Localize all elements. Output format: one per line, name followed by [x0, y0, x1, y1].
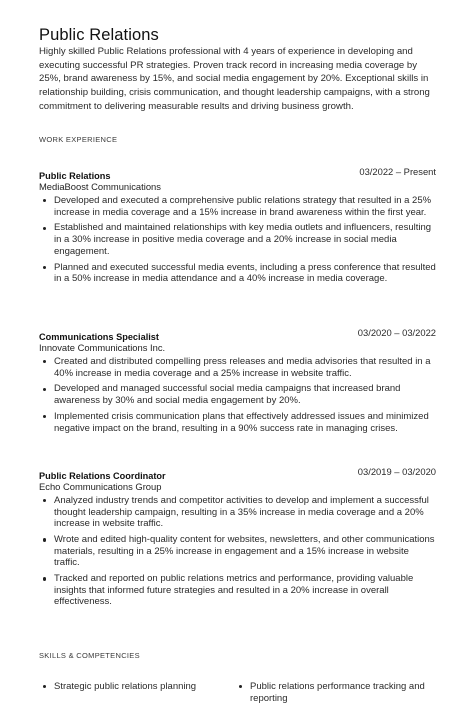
bullet-dot-icon — [43, 266, 46, 269]
job-bullet-text: Wrote and edited high-quality content for websites, newsletters, and other communications materials, resulting in a 25% increase in engagement and a 15% increase in website traffic. — [54, 534, 435, 569]
job-dates: 03/2022 – Present — [359, 166, 436, 177]
bullet-dot-icon — [239, 685, 242, 688]
skill-text: Public relations performance tracking and reporting — [250, 681, 425, 704]
job-entry — [39, 466, 436, 612]
job-bullet-text: Analyzed industry trends and competitor activities to develop and implement a successful thought leadership campaign, resulting in a 35% increase in media coverage and a 20% increase in website traffic. — [54, 495, 429, 530]
job-bullet — [39, 262, 436, 285]
job-bullet — [39, 573, 436, 608]
job-bullet — [39, 383, 436, 406]
bullet-dot-icon — [43, 227, 46, 230]
job-title: Public Relations Coordinator — [39, 471, 166, 481]
job-entry — [39, 166, 436, 289]
job-header — [39, 166, 436, 179]
bullet-dot-icon — [43, 388, 46, 391]
job-bullet-text: Implemented crisis communication plans that effectively addressed issues and minimized negative impact on the brand, resulting in a 90% success rate in managing crises. — [54, 410, 429, 434]
resume-name-heading: Public Relations — [39, 26, 159, 44]
bullet-dot-icon — [43, 577, 46, 580]
bullet-dot-icon — [43, 685, 46, 688]
section-title-work-experience: WORK EXPERIENCE — [39, 135, 118, 144]
job-bullet — [39, 495, 436, 530]
job-entry — [39, 327, 436, 438]
job-bullet — [39, 411, 436, 434]
job-bullet — [39, 534, 436, 569]
bullet-dot-icon — [43, 538, 46, 541]
job-bullet-text: Developed and executed a comprehensive public relations strategy that resulted in a 25% increase in media coverage and a 15% increase in brand awareness within the first year. — [54, 195, 432, 218]
job-bullet-text: Established and maintained relationships with key media outlets and influencers, resulting in a 30% increase in positive media coverage and a 20% increase in social media engagement. — [54, 222, 432, 257]
job-title: Public Relations — [39, 171, 111, 181]
section-title-skills: SKILLS & COMPETENCIES — [39, 651, 140, 660]
job-bullet-list — [39, 195, 436, 285]
job-header — [39, 327, 436, 340]
job-bullet-list — [39, 495, 436, 608]
job-dates: 03/2020 – 03/2022 — [357, 327, 436, 338]
job-dates: 03/2019 – 03/2020 — [357, 466, 436, 477]
job-title: Communications Specialist — [39, 332, 159, 342]
skill-item — [39, 681, 239, 693]
job-bullet-list — [39, 356, 436, 434]
bullet-dot-icon — [43, 499, 46, 502]
job-header — [39, 466, 436, 479]
company-name: Innovate Communications Inc. — [39, 342, 166, 353]
bullet-dot-icon — [43, 415, 46, 418]
bullet-dot-icon — [43, 199, 46, 202]
job-bullet-text: Created and distributed compelling press releases and media advisories that resulted in a 40% increase in media coverage and a 25% increase in website traffic. — [54, 356, 431, 379]
bullet-dot-icon — [43, 360, 46, 363]
job-bullet-text: Planned and executed successful media events, including a press conference that resulted in a 50% increase in media attendance and a 40% increase in media coverage. — [54, 261, 436, 285]
job-bullet-text: Developed and managed successful social media campaigns that increased brand awareness by 30% and social media engagement by 20%. — [54, 383, 401, 407]
job-bullet — [39, 356, 436, 379]
company-name: Echo Communications Group — [39, 481, 162, 492]
company-name: MediaBoost Communications — [39, 181, 161, 192]
job-bullet — [39, 195, 436, 218]
job-bullet — [39, 222, 436, 257]
job-bullet-text: Tracked and reported on public relations metrics and performance, providing valuable insights that informed future strategies and resulted in a 20% increase in overall effectiveness. — [54, 573, 414, 608]
professional-summary: Highly skilled Public Relations professional with 4 years of experience in developing and executing successful PR strategies. Proven track record in increasing media coverage by 25%, brand awareness by 15%, and social media engagement by 20%. Exceptional skills in relationship building, crisis communication, and thought leadership campaigns, with a strong commitment to delivering measurable results and driving business growth. — [39, 46, 430, 112]
skill-text: Strategic public relations planning — [54, 681, 197, 692]
